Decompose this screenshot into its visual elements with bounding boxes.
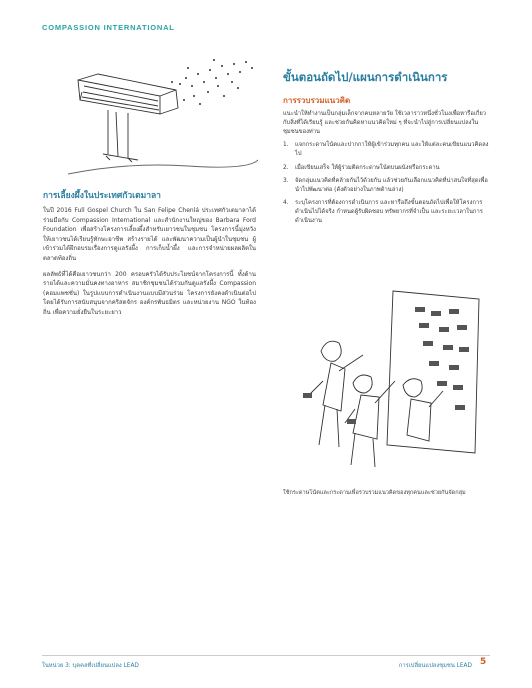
step-item: [283, 141, 493, 158]
step-text: แจกกระดาษโน้ตและปากกาให้ผู้เข้าร่วมทุกคน และให้แต่ละคนเขียนแนวคิดลงไป: [295, 142, 489, 157]
beehive-illustration: [68, 56, 258, 181]
step-text: เมื่อเขียนเสร็จ ให้ผู้ร่วมติดกระดาษโน้ตบนผนังหรือกระดาน: [295, 164, 440, 171]
step-number: 3.: [283, 178, 289, 185]
step-text: จัดกลุ่มแนวคิดที่คล้ายกันไว้ด้วยกัน แล้วช่วยกันเลือกแนวคิดที่น่าสนใจที่สุดเพื่อนำไปพัฒนาต่อ (ดังตัวอย่างในภาพด้านล่าง): [295, 178, 488, 193]
footer-left-text: ในหน่วย 3: บุคคลที่เปลี่ยนแปลง LEAD: [42, 663, 139, 669]
paragraph: ในปี 2016 Full Gospel Church ใน San Felipe Chenlá ประเทศกัวเตมาลาได้ร่วมมือกับ Compassion International และสำนักงานใหญ่ของ Barbara Ford Foundation เพื่อสร้างโครงการเลี้ยงผึ้งสำหรับเยาวชนในชุมชน โครงการนี้มุ่งหวังให้เยาวชนได้เรียนรู้ทักษะอาชีพ สร้างรายได้ และพัฒนาความเป็นผู้นำในชุมชน ผู้เข้าร่วมได้ฝึกอบรมเรื่องการดูแลรังผึ้ง การเก็บน้ำผึ้ง และการจำหน่ายผลผลิตในตลาดท้องถิ่น: [43, 207, 256, 262]
left-column: [43, 188, 256, 324]
step-number: 2.: [283, 164, 289, 171]
beekeeping-heading: การเลี้ยงผึ้งในประเทศกัวเตมาลา: [43, 191, 161, 201]
page-title: ขั้นตอนถัดไป/แผนการดำเนินการ: [283, 70, 448, 84]
step-item: [283, 164, 493, 173]
brand-header: COMPASSION INTERNATIONAL: [42, 23, 175, 32]
steps-list: [283, 141, 493, 225]
section-subheading: การรวบรวมแนวคิด: [283, 96, 351, 105]
illustration-caption: ใช้กระดาษโน้ตและกระดานเพื่อรวบรวมแนวคิดของทุกคนและช่วยกันจัดกลุ่ม: [283, 490, 466, 496]
step-item: [283, 199, 493, 225]
right-column: [283, 70, 493, 230]
step-item: [283, 177, 493, 194]
footer-right-text: การเปลี่ยนแปลงชุมชน LEAD: [398, 663, 472, 669]
step-number: 4.: [283, 200, 289, 207]
paragraph: ผลลัพธ์ที่ได้คือเยาวชนกว่า 200 ครอบครัวได้รับประโยชน์จากโครงการนี้ ทั้งด้านรายได้และความมั่นคงทางอาหาร สมาชิกชุมชนได้ร่วมกันดูแลรังผึ้ง Compassion (คอมแพชชั่น) ในรูปแบบการดำเนินงานแบบมีส่วนร่วม โครงการยังคงดำเนินต่อไปโดยได้รับการสนับสนุนจากคริสตจักร องค์กรพันธมิตร และหน่วยงาน NGO ในท้องถิ่น เพื่อความยั่งยืนในระยะยาว: [43, 270, 256, 316]
page-number: 5: [480, 657, 487, 667]
step-number: 1.: [283, 142, 289, 149]
intro-paragraph: แนะนำให้ทำงานเป็นกลุ่มเล็กจากคนหลายวัย ใช้เวลาราวหนึ่งชั่วโมงเพื่อหารือเกี่ยวกับสิ่งที่ได้เรียนรู้ และช่วยกันคิดหาแนวคิดใหม่ ๆ ที่จะนำไปสู่การเปลี่ยนแปลงในชุมชนของท่าน: [283, 111, 486, 135]
meeting-illustration: [283, 285, 493, 470]
footer-divider: [42, 655, 490, 656]
step-text: ระบุโครงการที่ต้องการดำเนินการ และหารือถึงขั้นตอนถัดไปเพื่อให้โครงการดำเนินไปได้จริง กำหนดผู้รับผิดชอบ ทรัพยากรที่จำเป็น และระยะเวลาในการดำเนินงาน: [295, 200, 483, 224]
